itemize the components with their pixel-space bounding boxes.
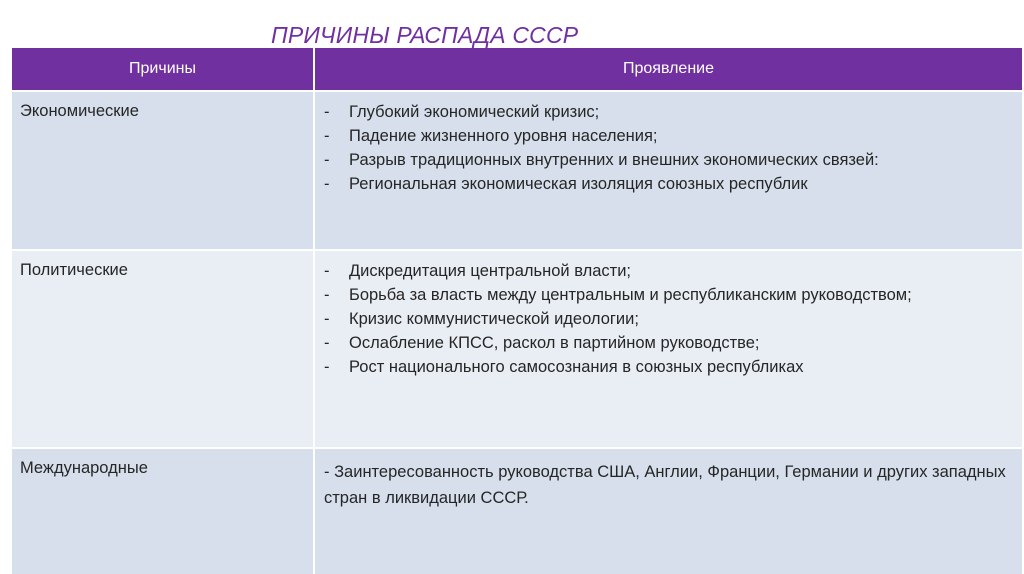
table-header-row (12, 48, 1022, 91)
bullet-dash: - (324, 103, 330, 121)
table-row-economic (12, 91, 1022, 250)
bullet-dash: - (324, 310, 330, 328)
bullet-dash: - (324, 151, 330, 169)
economic-list (324, 100, 1018, 196)
manifestation-international (314, 448, 1022, 574)
list-item: - Региональная экономическая изоляция союзных республик (324, 172, 1018, 196)
list-item: - Разрыв традиционных внутренних и внешних экономических связей: (324, 148, 1018, 172)
table-row-international (12, 448, 1022, 574)
list-item: - Ослабление КПСС, раскол в партийном руководстве; (324, 331, 1018, 355)
header-causes: Причины (12, 48, 314, 91)
bullet-dash: - (324, 334, 330, 352)
list-item: - Борьба за власть между центральным и республиканским руководством; (324, 283, 1018, 307)
causes-table (12, 48, 1022, 574)
manifestation-political (314, 250, 1022, 448)
list-item: - Глубокий экономический кризис; (324, 100, 1018, 124)
list-item: - Падение жизненного уровня населения; (324, 124, 1018, 148)
cause-international: Международные (12, 448, 314, 574)
page-title: ПРИЧИНЫ РАСПАДА СССР (271, 22, 579, 48)
table-row-political (12, 250, 1022, 448)
manifestation-economic (314, 91, 1022, 250)
bullet-dash: - (324, 127, 330, 145)
list-item: - Кризис коммунистической идеологии; (324, 307, 1018, 331)
header-manifestation: Проявление (314, 48, 1022, 91)
list-item: - Дискредитация центральной власти; (324, 259, 1018, 283)
cause-political: Политические (12, 250, 314, 448)
bullet-dash: - (324, 175, 330, 193)
list-item: - Рост национального самосознания в союзных республиках (324, 355, 1018, 379)
political-list (324, 259, 1018, 379)
bullet-dash: - (324, 262, 330, 280)
cause-economic: Экономические (12, 91, 314, 250)
bullet-dash: - (324, 286, 330, 304)
international-text: - Заинтересованность руководства США, Англии, Франции, Германии и других западных стран в ликвидации СССР. (324, 463, 1006, 507)
bullet-dash: - (324, 358, 330, 376)
